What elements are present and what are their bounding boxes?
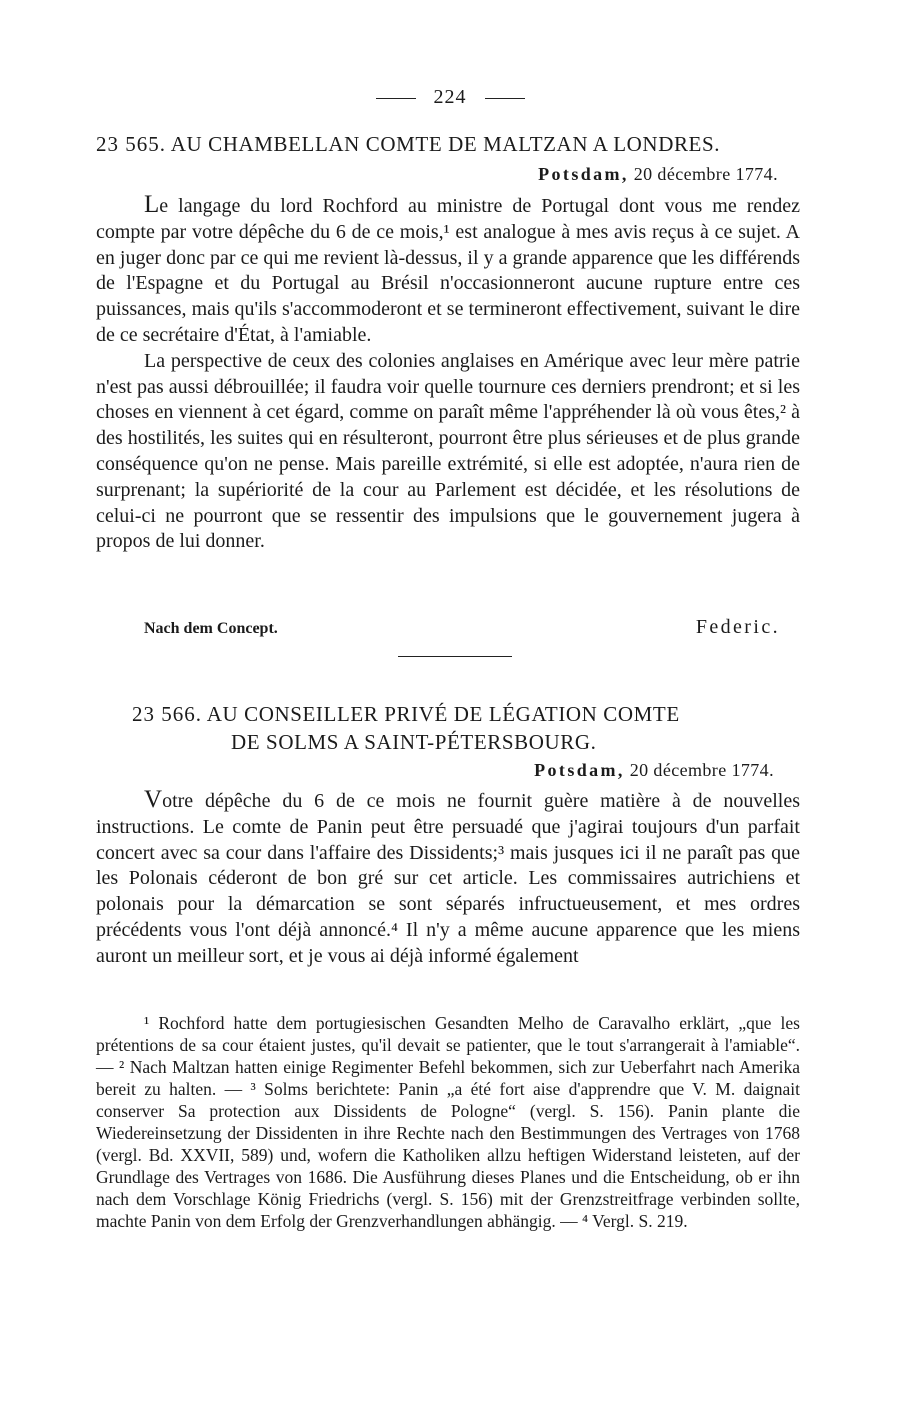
letter1-date: 20 décembre 1774. xyxy=(633,164,778,184)
letter1-paragraph-1-text: e langage du lord Rochford au ministre de Portugal dont vous me rendez compte par votre dépêche du 6 de ce mois,¹ est analogue à mes avis reçus à ce sujet. A en juger donc par ce qui me revient là-dessus, il y a grande apparence que les différends de l'Espagne et du Portugal au Brésil n'occasionneront aucune rupture entre ces puissances, mais qu'ils s'accommoderont et se termineront effectivement, suivant le dire de ce secrétaire d'État, à l'amiable. xyxy=(96,195,800,346)
footnotes-text: ¹ Rochford hatte dem portugiesischen Gesandten Melho de Caravalho erklärt, „que les prétentions de sa cour étaient justes, qu'il devait se patienter, que le tout s'arrangerait à l'amiable“. — ² Nach Maltzan hatten einige Regimenter Befehl bekommen, sich zur Ueberfahrt nach Amerika bereit zu halten. — ³ Solms berichtete: Panin „a été fort aise d'apprendre que V. M. daignait conserver Sa protection aux Dissidents de Pologne“ (vergl. S. 156). Panin plante die Wiedereinsetzung der Dissidenten in ihre Rechte nach den Bestimmungen des Vertrages von 1768 (vergl. Bd. XXVII, 589) und, wofern die Katholiken allzu heftigen Widerstand leisteten, auf der Grundlage des Vertrages von 1686. Die Ausführung dieses Planes und die Entscheidung, ob er ihn nach dem Vorschlage König Friedrichs (vergl. S. 156) mit der Grenzstreitfrage verbinden sollte, machte Panin von dem Erfolg der Grenzverhandlungen abhängig. — ⁴ Vergl. S. 219. xyxy=(96,1013,800,1231)
letter1-signature: Federic. xyxy=(695,616,780,638)
letter1-body xyxy=(96,192,800,555)
letter2-number: 23 566. xyxy=(132,702,202,726)
header-dash-left xyxy=(376,98,416,99)
letter1-source: Nach dem Concept. xyxy=(144,620,278,637)
letter2-heading-line2: DE SOLMS A SAINT-PÉTERSBOURG. xyxy=(231,730,597,754)
letter1-paragraph-1 xyxy=(96,192,800,349)
letter2-paragraph-1-text: otre dépêche du 6 de ce mois ne fournit guère matière à de nouvelles instructions. Le comte de Panin peut être persuadé que j'agirai toujours d'un parfait concert avec sa cour dans l'affaire des Dissidents;³ mais jusques ici il ne paraît pas que les Polonais céderont de bon gré sur cet article. Les commissaires autrichiens et polonais pour la démarcation se sont séparés infructueusement, et mes ordres précédents vous l'ont déjà annoncé.⁴ Il n'y a même aucune apparence que les miens auront un meilleur sort, et je vous ai déjà informé également xyxy=(96,790,800,967)
page-header xyxy=(0,86,900,109)
letter2-initial: V xyxy=(144,786,163,813)
letter1-heading-text: AU CHAMBELLAN COMTE DE MALTZAN A LONDRES. xyxy=(170,132,721,156)
letter1-initial: L xyxy=(144,191,160,218)
letter2-place: Potsdam, xyxy=(534,760,625,780)
letter2-heading-line1: AU CONSEILLER PRIVÉ DE LÉGATION COMTE xyxy=(206,702,680,726)
letter2-date: 20 décembre 1774. xyxy=(629,760,774,780)
letter2-paragraph-1 xyxy=(96,787,800,970)
letter2-heading-line1-row xyxy=(96,700,806,728)
letter1-heading xyxy=(96,130,806,158)
footnotes xyxy=(96,1012,800,1232)
letter2-body xyxy=(96,787,800,970)
letter2-dateline xyxy=(534,760,774,781)
page-number: 224 xyxy=(433,86,467,108)
header-dash-right xyxy=(485,98,525,99)
letter1-place: Potsdam, xyxy=(538,164,629,184)
letter1-paragraph-2: La perspective de ceux des colonies anglaises en Amérique avec leur mère patrie n'est pas aussi débrouillée; il faudra voir quelle tournure ces derniers prendront; et si les choses en viennent à cet égard, comme on paraît même l'appréhender là où vous êtes,² à des hostilités, les suites qui en résulteront, pourront être plus sérieuses et de plus grande conséquence qu'on ne pense. Mais pareille extrémité, si elle est adoptée, n'aura rien de surprenant; la supériorité de la cour au Parlement est décidée, et les résolutions de celui-ci ne pourront que se ressentir des impulsions que le gouvernement jugera à propos de lui donner. xyxy=(96,349,800,553)
letter2-heading xyxy=(96,700,806,756)
section-divider xyxy=(398,656,512,657)
letter1-number: 23 565. xyxy=(96,132,166,156)
letter1-dateline xyxy=(538,164,778,185)
